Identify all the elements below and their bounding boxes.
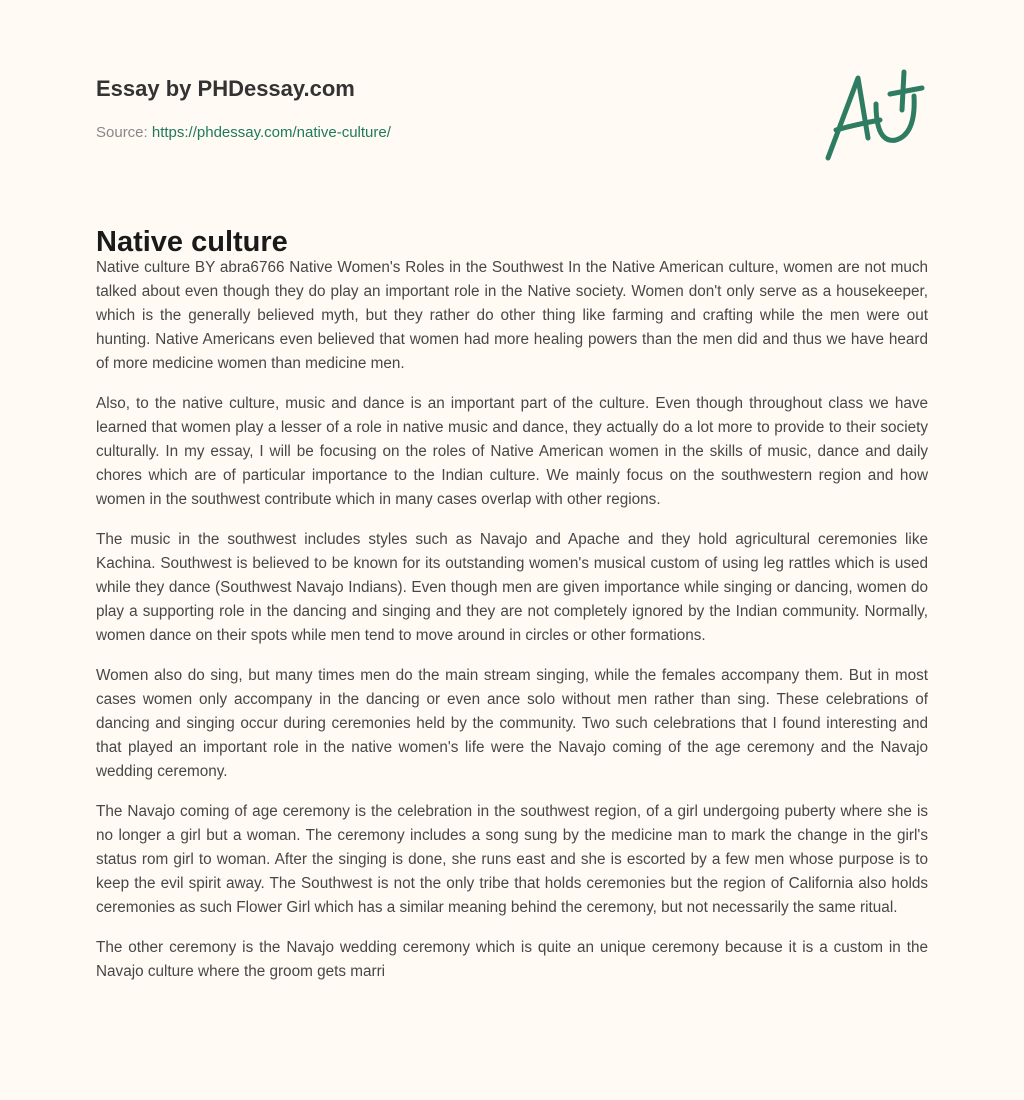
article-body xyxy=(96,256,928,1000)
a-plus-logo-icon xyxy=(818,66,930,166)
source-line xyxy=(96,124,391,141)
paragraph: Women also do sing, but many times men do the main stream singing, while the females accompany them. But in most cases women only accompany in the dancing or even ance solo without men rather than sing. These celebrations of dancing and singing occur during ceremonies held by the community. Two such celebrations that I found interesting and that played an important role in the native women's life were the Navajo coming of the age ceremony and the Navajo wedding ceremony. xyxy=(96,667,928,780)
article-title: Native culture xyxy=(96,226,288,258)
paragraph: The Navajo coming of age ceremony is the celebration in the southwest region, of a girl undergoing puberty where she is no longer a girl but a woman. The ceremony includes a song sung by the medicine man to mark the change in the girl's status rom girl to woman. After the singing is done, she runs east and she is escorted by a few men whose purpose is to keep the evil spirit away. The Southwest is not the only tribe that holds ceremonies but the region of California also holds ceremonies as such Flower Girl which has a similar meaning behind the ceremony, but not necessarily the same ritual. xyxy=(96,803,928,916)
paragraph: The music in the southwest includes styles such as Navajo and Apache and they hold agricultural ceremonies like Kachina. Southwest is believed to be known for its outstanding women's musical custom of using leg rattles which is used while they dance (Southwest Navajo Indians). Even though men are given importance while singing or dancing, women do play a supporting role in the dancing and singing and they are not completely ignored by the Indian community. Normally, women dance on their spots while men tend to move around in circles or other formations. xyxy=(96,531,928,644)
source-link[interactable]: https://phdessay.com/native-culture/ xyxy=(151,124,391,141)
paragraph: Native culture BY abra6766 Native Women's Roles in the Southwest In the Native American culture, women are not much talked about even though they do play an important role in the Native society. Women don't only serve as a housekeeper, which is the generally believed myth, but they rather do other thing like farming and crafting while the men were out hunting. Native Americans even believed that women had more healing powers than the men did and thus we have heard of more medicine women than medicine men. xyxy=(96,259,928,372)
paragraph: The other ceremony is the Navajo wedding ceremony which is quite an unique ceremony because it is a custom in the Navajo culture where the groom gets marri xyxy=(96,939,928,980)
source-label: Source: xyxy=(96,124,148,141)
paragraph: Also, to the native culture, music and dance is an important part of the culture. Even though throughout class we have learned that women play a lesser of a role in native music and dance, they actually do a lot more to provide to their society culturally. In my essay, I will be focusing on the roles of Native American women in the skills of music, dance and daily chores which are of particular importance to the Indian culture. We mainly focus on the southwestern region and how women in the southwest contribute which in many cases overlap with other regions. xyxy=(96,395,928,508)
site-title: Essay by PHDessay.com xyxy=(96,76,355,101)
page-header xyxy=(0,0,1024,190)
